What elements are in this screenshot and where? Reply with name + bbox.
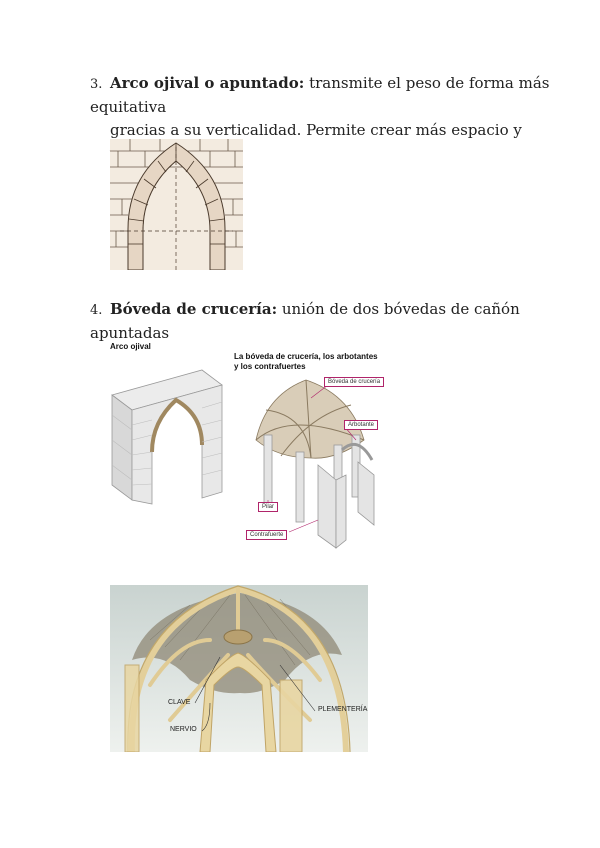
item-text: unión de dos bóvedas de cañón apuntadas — [90, 300, 520, 342]
item-text-line1: transmite el peso de forma más equitativa — [90, 74, 550, 116]
rib-vault-diagram — [106, 340, 398, 550]
item-term: Bóveda de crucería: — [110, 300, 278, 318]
tag-boveda: Bóveda de crucería — [324, 377, 384, 387]
vault-caption-line2: y los contrafuertes — [234, 362, 306, 371]
item-number: 4. — [90, 303, 103, 318]
vault-caption-line1: La bóveda de crucería, los arbotantes — [234, 352, 378, 361]
pointed-arch-illustration — [110, 139, 243, 270]
item-number: 3. — [90, 77, 103, 92]
tag-arbotante: Arbotante — [344, 420, 378, 430]
tag-pilar: Pilar — [258, 502, 278, 512]
label-nervio: NERVIO — [170, 726, 197, 733]
item-text-line2: gracias a su verticalidad. Permite crear más espacio y — [110, 121, 522, 139]
label-plementeria: PLEMENTERÍA — [318, 706, 368, 713]
rib-vault-render — [110, 585, 368, 752]
item-term: Arco ojival o apuntado: — [110, 74, 305, 92]
list-item-4 — [90, 298, 550, 345]
label-clave: CLAVE — [168, 699, 191, 706]
arch-caption: Arco ojival — [110, 342, 151, 351]
tag-contrafuerte: Contrafuerte — [246, 530, 287, 540]
